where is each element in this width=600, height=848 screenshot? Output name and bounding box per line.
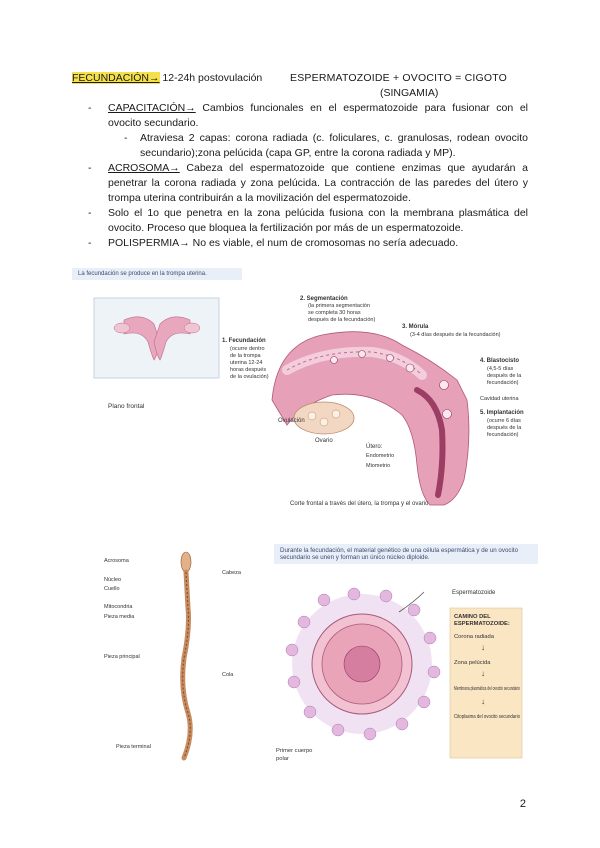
bullet-capas: - Atraviesa 2 capas: corona radiada (c. foliculares, c. granulosas, rodean ovocito secundario);zona pelúcida (capa GP, entre la corona radiada y MP). bbox=[88, 131, 528, 161]
figure3-caption: Durante la fecundación, el material genético de una célula espermática y de un ovocito secundario se unen y forman un único núcleo diploide. bbox=[274, 544, 538, 564]
step4-desc bbox=[487, 366, 522, 386]
step1-desc-line: de la trompa bbox=[230, 353, 261, 359]
path-step-corona: Corona radiada bbox=[454, 634, 494, 640]
polar-body-label: polar bbox=[276, 756, 289, 762]
step2-desc-line: (la primera segmentación bbox=[308, 303, 371, 309]
step1-desc-line: uterina 12-24 bbox=[230, 360, 263, 366]
figure2-sperm-diagram bbox=[104, 548, 254, 763]
acrosoma-text: Cabeza del espermatozoide que contiene enzimas que ayudarán a penetrar la corona radiada y zona pelúcida. La contracción de las paredes del útero y trompa uterina contribuirán a la movilización del espermatozoide. bbox=[108, 162, 528, 204]
step4-desc-line: después de la bbox=[487, 373, 522, 379]
fecundacion-timing: 12-24h postovulación bbox=[159, 72, 263, 84]
figure1-uterus-diagram bbox=[72, 290, 542, 515]
arrow-down-icon: ↓ bbox=[481, 643, 485, 652]
bullet-solo: - Solo el 1o que penetra en la zona pelúcida fusiona con la membrana plasmática del ovocito. Proceso que bloquea la fertilización por más de un espermatozoide. bbox=[88, 206, 528, 236]
step4-desc-line: (4,5-5 días bbox=[487, 366, 514, 372]
path-step-cytoplasm: Citoplasma del ovocito secundario bbox=[454, 714, 521, 720]
sperm-label: Espermatozoide bbox=[452, 590, 496, 596]
step3-desc: (3-4 días después de la fecundación) bbox=[410, 332, 501, 338]
step1-desc-line: horas después bbox=[230, 367, 267, 373]
step5-title: 5. Implantación bbox=[480, 410, 524, 416]
end-piece-label: Pieza terminal bbox=[116, 744, 151, 750]
acrosome-label: Acrosoma bbox=[104, 558, 129, 564]
endometrium-label: Endometrio bbox=[366, 453, 395, 459]
figure3-oocyte-diagram bbox=[274, 572, 526, 767]
step1-desc-line: de la ovulación) bbox=[230, 374, 269, 380]
bullet-acrosoma bbox=[88, 161, 528, 206]
neck-label: Cuello bbox=[104, 586, 120, 592]
mitochondria-label: Mitocondria bbox=[104, 604, 133, 610]
fecundacion-heading bbox=[72, 72, 262, 84]
sperm-body bbox=[181, 552, 191, 758]
sperm-path-box bbox=[450, 608, 522, 758]
ovary-label: Ovario bbox=[315, 438, 333, 444]
frontal-plane-label: Plano frontal bbox=[108, 403, 145, 410]
polar-body-label: Primer cuerpo bbox=[276, 748, 313, 754]
midpiece-label: Pieza media bbox=[104, 614, 135, 620]
frontal-plane-inset bbox=[94, 298, 219, 378]
step5-desc-line: fecundación) bbox=[487, 432, 519, 438]
figure1-bottom-caption: Corte frontal a través del útero, la trompa y el ovario bbox=[290, 501, 429, 507]
page-number: 2 bbox=[519, 798, 526, 810]
step5-desc-line: después de la bbox=[487, 425, 522, 431]
sperm-labels bbox=[104, 558, 242, 750]
capacitacion-term: CAPACITACIÓN→ bbox=[108, 102, 196, 114]
figure1-caption: La fecundación se produce en la trompa uterina. bbox=[72, 268, 242, 280]
uterus-label: Útero: bbox=[366, 444, 383, 450]
nucleus-label: Núcleo bbox=[104, 577, 122, 583]
principal-piece-label: Pieza principal bbox=[104, 654, 140, 660]
bullet-capacitacion bbox=[88, 101, 528, 131]
step2-title: 2. Segmentación bbox=[300, 296, 348, 302]
head-label: Cabeza bbox=[222, 570, 241, 576]
step2-desc bbox=[308, 303, 375, 323]
fecundacion-term: FECUNDACIÓN→ bbox=[72, 72, 160, 84]
step4-title: 4. Blastocisto bbox=[480, 358, 520, 364]
ovulation-label: Ovulación bbox=[278, 418, 305, 424]
equation-note: (SINGAMIA) bbox=[380, 87, 439, 99]
bullet-polispermia: - POLISPERMIA→ No es viable, el num de cromosomas no sería adecuado. bbox=[88, 236, 528, 251]
step1-desc-line: (ocurre dentro bbox=[230, 346, 265, 352]
step1-title: 1. Fecundación bbox=[222, 338, 266, 344]
arrow-down-icon: ↓ bbox=[481, 669, 485, 678]
myometrium-label: Miometrio bbox=[366, 463, 391, 469]
step1-desc bbox=[230, 346, 269, 380]
path-title: ESPERMATOZOIDE: bbox=[454, 621, 510, 627]
arrow-down-icon: ↓ bbox=[481, 697, 485, 706]
step5-desc-line: (ocurre 6 días bbox=[487, 418, 521, 424]
tail-label: Cola bbox=[222, 672, 234, 678]
bullet-list bbox=[88, 101, 528, 251]
capacitacion-text: Cambios funcionales en el espermatozoide para fusionar con el ovocito secundario. bbox=[108, 102, 528, 129]
step3-title: 3. Mórula bbox=[402, 324, 429, 330]
path-step-membrane: Membrana plasmática del ovocito secundario bbox=[454, 686, 521, 692]
step2-desc-line: después de la fecundación) bbox=[308, 317, 376, 323]
path-title: CAMINO DEL bbox=[454, 614, 491, 620]
acrosoma-term: ACROSOMA→ bbox=[108, 162, 180, 174]
equation: ESPERMATOZOIDE + OVOCITO = CIGOTO bbox=[290, 72, 508, 84]
step2-desc-line: se completa 30 horas bbox=[308, 310, 361, 316]
step5-desc bbox=[487, 418, 522, 438]
step4-desc-line: fecundación) bbox=[487, 380, 519, 386]
uterine-cavity-label: Cavidad uterina bbox=[480, 396, 519, 402]
path-step-zona: Zona pelúcida bbox=[454, 660, 491, 666]
